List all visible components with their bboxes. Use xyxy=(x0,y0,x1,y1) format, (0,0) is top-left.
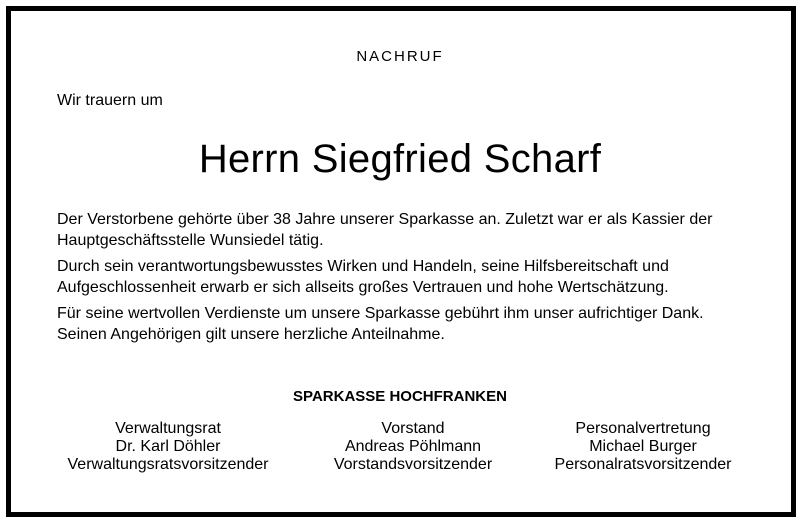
signatory-column xyxy=(38,420,298,474)
obituary-heading: NACHRUF xyxy=(356,48,444,65)
signatory-column xyxy=(513,420,773,474)
signatory-column xyxy=(283,420,543,474)
signatory-person: Michael Burger xyxy=(589,438,697,455)
body-paragraph: Der Verstorbene gehörte über 38 Jahre unserer Sparkasse an. Zuletzt war er als Kassier der Hauptgeschäftsstelle Wunsiedel tätig. xyxy=(57,211,713,249)
signatory-body: Vorstand xyxy=(381,420,445,437)
intro-text: Wir trauern um xyxy=(57,92,163,109)
organization-name: SPARKASSE HOCHFRANKEN xyxy=(293,388,507,405)
signatory-role: Personalratsvorsitzender xyxy=(554,456,732,473)
signatory-body: Personalvertretung xyxy=(575,420,711,437)
signatory-role: Verwaltungsratsvorsitzender xyxy=(67,456,269,473)
body-paragraph: Durch sein verantwortungsbewusstes Wirken und Handeln, seine Hilfsbereitschaft und Aufgeschlossenheit erwarb er sich allseits großes Vertrauen und hohe Wertschätzung. xyxy=(57,258,669,296)
obituary-body xyxy=(57,209,757,350)
body-paragraph: Für seine wertvollen Verdienste um unsere Sparkasse gebührt ihm unser aufrichtiger Dank. Seinen Angehörigen gilt unsere herzliche Anteilnahme. xyxy=(57,305,704,343)
deceased-name: Herrn Siegfried Scharf xyxy=(198,137,602,181)
signatory-person: Dr. Karl Döhler xyxy=(115,438,221,455)
signatory-body: Verwaltungsrat xyxy=(115,420,221,437)
signatory-person: Andreas Pöhlmann xyxy=(344,438,482,455)
signatory-role: Vorstandsvorsitzender xyxy=(333,456,493,473)
